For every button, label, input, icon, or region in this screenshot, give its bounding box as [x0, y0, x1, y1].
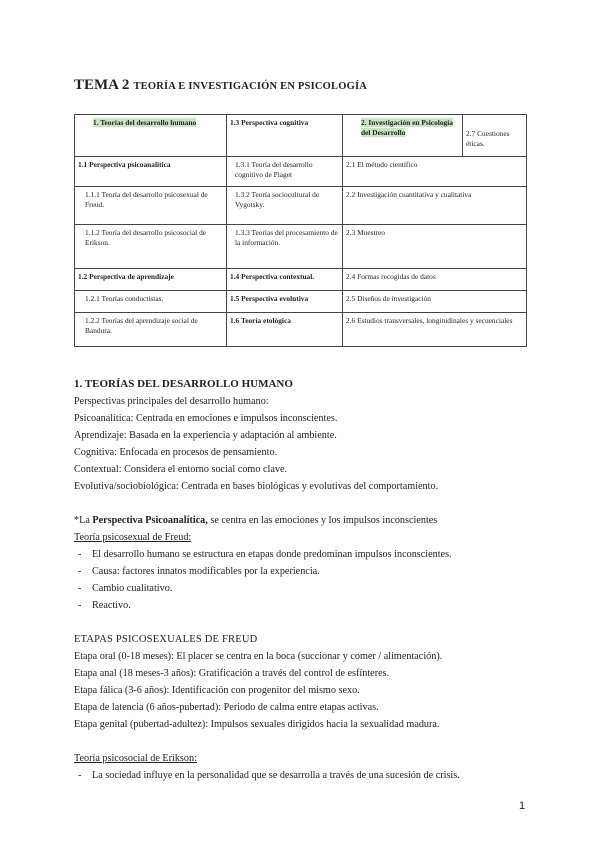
- table-cell: [343, 115, 463, 157]
- table-cell: 2.2 Investigación cuantitativa y cualitativa: [343, 187, 527, 225]
- col4-header: 2.7 Cuestiones éticas.: [463, 115, 527, 157]
- page-title: [74, 76, 367, 94]
- paragraph: Evolutiva/sociobiológica: Centrada en bases biológicas y evolutivas del comportamiento.: [74, 481, 439, 492]
- paragraph: Perspectivas principales del desarrollo humano:: [74, 396, 269, 407]
- outline-table: [74, 114, 527, 347]
- paragraph: Contextual: Considera el entorno social como clave.: [74, 464, 288, 475]
- list-item: - El desarrollo humano se estructura en etapas donde predominan impulsos inconscientes.: [74, 546, 544, 563]
- page-number: 1: [519, 800, 526, 812]
- col3-header: 2. Investigación en Psicología del Desarrollo: [361, 118, 453, 137]
- paragraph: Psicoanalítica: Centrada en emociones e impulsos inconscientes.: [74, 413, 338, 424]
- section-heading: 1. TEORÍAS DEL DESARROLLO HUMANO: [74, 378, 293, 390]
- text-span: se centra en las emociones y los impulsos inconscientes: [207, 515, 438, 526]
- col1-header: 1. Teorías del desarrollo humano: [93, 118, 197, 127]
- table-row: [75, 115, 527, 157]
- paragraph: Etapa de latencia (6 años-pubertad): Periodo de calma entre etapas activas.: [74, 702, 379, 713]
- table-cell: 1.3.1 Teoría del desarrollo cognitivo de Piaget: [227, 157, 343, 187]
- table-cell: 2.5 Diseños de investigación: [343, 291, 527, 313]
- table-cell: 1.2.2 Teorías del aprendizaje social de Bandura.: [75, 313, 227, 347]
- subheading: ETAPAS PSICOSEXUALES DE FREUD: [74, 634, 258, 645]
- title-number: TEMA 2: [74, 77, 130, 93]
- table-cell: 1.2.1 Teorías conductistas.: [75, 291, 227, 313]
- table-cell: 2.6 Estudios transversales, longitudinales y secuenciales: [343, 313, 527, 347]
- paragraph: Etapa anal (18 meses-3 años): Gratificación a través del control de esfínteres.: [74, 668, 390, 679]
- list-item: - Cambio cualitativo.: [74, 580, 544, 597]
- paragraph: Etapa genital (pubertad-adultez): Impulsos sexuales dirigidos hacia la sexualidad madura.: [74, 719, 440, 730]
- list-item: - La sociedad influye en la personalidad que se desarrolla a través de una sucesión de crisis.: [74, 767, 544, 784]
- paragraph: Cognitiva: Enfocada en procesos de pensamiento.: [74, 447, 278, 458]
- paragraph: Etapa fálica (3-6 años): Identificación con progenitor del mismo sexo.: [74, 685, 360, 696]
- paragraph: [74, 512, 544, 529]
- subheading: Teoría psicosexual de Freud:: [74, 532, 192, 543]
- bold-term: Perspectiva Psicoanalítica,: [92, 515, 208, 526]
- table-row: [75, 157, 527, 187]
- table-cell: 1.1.2 Teoría del desarrollo psicosocial de Erikson.: [75, 225, 227, 269]
- paragraph: Aprendizaje: Basada en la experiencia y adaptación al ambiente.: [74, 430, 337, 441]
- table-cell: 1.6 Teoría etológica: [227, 313, 343, 347]
- table-cell: [75, 115, 227, 157]
- table-cell: 1.2 Perspectiva de aprendizaje: [75, 269, 227, 291]
- text-span: *La: [74, 515, 93, 526]
- table-cell: 2.4 Formas recogidas de datos: [343, 269, 527, 291]
- table-cell: 1.3.3 Teorías del procesamiento de la información.: [227, 225, 343, 269]
- table-cell: 1.1.1 Teoría del desarrollo psicosexual de Freud.: [75, 187, 227, 225]
- subheading: Teoría psicosocial de Erikson:: [74, 753, 197, 764]
- table-cell: 1.3.2 Teoría sociocultural de Vygotsky.: [227, 187, 343, 225]
- title-text: TEORÍA E INVESTIGACIÓN EN PSICOLOGÍA: [133, 81, 368, 92]
- paragraph: Etapa oral (0-18 meses): El placer se centra en la boca (succionar y comer / alimentación).: [74, 651, 443, 662]
- table-row: [75, 291, 527, 313]
- table-cell: 2.1 El método científico: [343, 157, 527, 187]
- table-row: [75, 313, 527, 347]
- table-cell: 1.1 Perspectiva psicoanalítica: [75, 157, 227, 187]
- table-cell: 1.4 Perspectiva contextual.: [227, 269, 343, 291]
- table-cell: 1.5 Perspectiva evolutiva: [227, 291, 343, 313]
- table-row: [75, 187, 527, 225]
- table-cell: 2.3 Muestreo: [343, 225, 527, 269]
- col2-header: 1.3 Perspectiva cognitiva: [227, 115, 343, 157]
- section-body: [74, 376, 544, 784]
- table-row: [75, 269, 527, 291]
- list-item: - Reactivo.: [74, 597, 544, 614]
- list-item: - Causa: factores innatos modificables por la experiencia.: [74, 563, 544, 580]
- table-row: [75, 225, 527, 269]
